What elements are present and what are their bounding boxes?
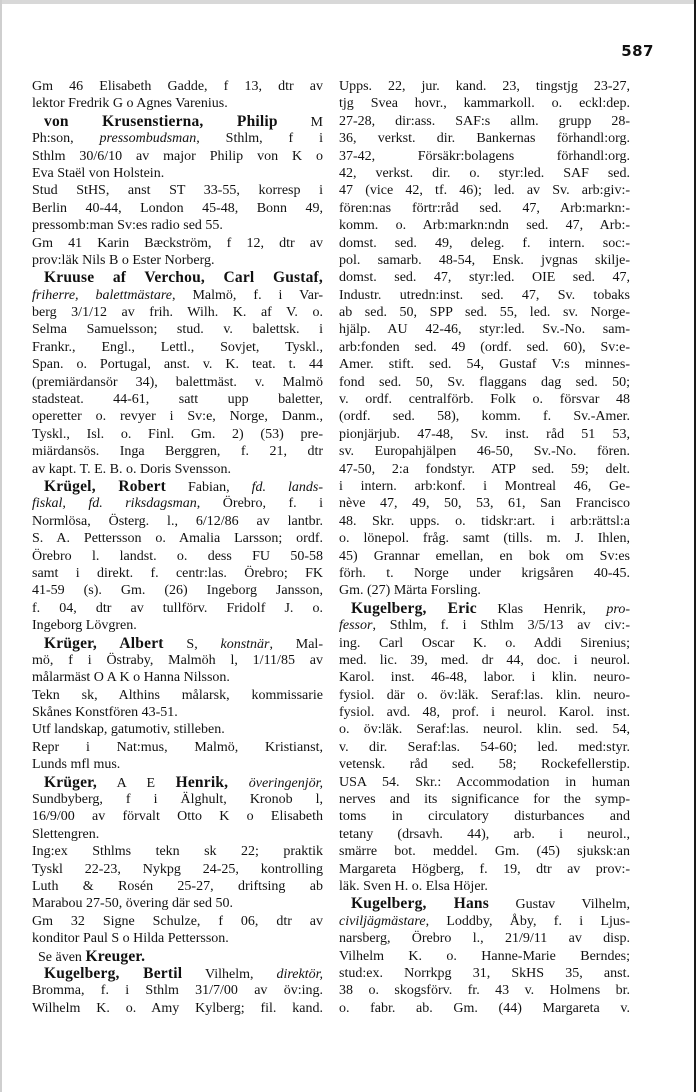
text-line — [32, 374, 323, 391]
text-line — [32, 148, 323, 165]
entry-title: fiskal, fd. riksdagsman — [32, 496, 197, 512]
text-line — [339, 843, 630, 860]
text-run: Bromma, f. i Sthlm 31/7/00 av öv:ing. — [32, 983, 323, 999]
text-line — [32, 478, 323, 495]
text-run: Tyskl 22-23, Nykpg 24-25, kontrolling — [32, 861, 323, 877]
text-run: 47-50, 2:a fondstyr. ATP sed. 59; delt. — [339, 461, 630, 477]
text-line — [32, 861, 323, 878]
entry-title: fd. lands- — [251, 479, 323, 495]
text-line — [339, 878, 630, 895]
entry-title: fessor — [339, 618, 373, 634]
text-run: 48. Skr. upps. o. tidskr:art. i arb:rättsl:a — [339, 513, 630, 529]
text-line — [339, 113, 630, 130]
text-line — [339, 321, 630, 338]
text-run: Gm 46 Elisabeth Gadde, f 13, dtr av — [32, 79, 323, 94]
text-line — [32, 704, 323, 721]
text-line — [32, 669, 323, 686]
text-run: Amer. stift. sed. 54, Gustaf V:s minnes- — [339, 357, 630, 373]
text-line — [339, 182, 630, 199]
text-line — [32, 200, 323, 217]
text-run: Ingeborg Lövgren. — [32, 618, 137, 634]
text-run: fond sed. 50, Sv. flaggans dag sed. 50; — [339, 374, 630, 390]
text-line — [339, 235, 630, 252]
right-column — [339, 78, 630, 1017]
text-run: 42, verkst. dir. o. styr:led. SAF sed. — [339, 165, 630, 181]
text-line — [32, 965, 323, 982]
text-line — [32, 321, 323, 338]
text-line — [32, 1000, 323, 1017]
text-line — [339, 965, 630, 982]
text-run: Utf landskap, gatumotiv, stilleben. — [32, 722, 225, 738]
entry-headword: Krüger, Albert — [44, 634, 164, 652]
text-line — [339, 774, 630, 791]
text-line — [32, 548, 323, 565]
entry-headword: Kugelberg, Eric — [351, 599, 477, 617]
text-run: Slettengren. — [32, 826, 100, 842]
text-line — [339, 600, 630, 617]
text-line — [339, 704, 630, 721]
text-line — [339, 652, 630, 669]
text-run: Frankr., Engl., Lettl., Sovjet, Tyskl., — [32, 339, 323, 355]
text-line — [339, 948, 630, 965]
text-line — [32, 356, 323, 373]
text-run: pionjärjub. 47-48, Sv. inst. råd 51 53, — [339, 426, 630, 442]
text-run: Eva Staël von Holstein. — [32, 165, 165, 181]
text-line — [32, 739, 323, 756]
entry-headword: Krüger, — [44, 773, 97, 791]
text-line — [339, 374, 630, 391]
text-line — [32, 443, 323, 460]
text-run: Vilhelm K. o. Hanne-Marie Berndes; — [339, 948, 630, 964]
text-line — [32, 95, 323, 112]
text-run: f. 04, dtr av tullförv. Fridolf J. o. — [32, 600, 323, 616]
text-run: 47 (vice 42, tf. 46); led. av Sv. arb:giv:- — [339, 183, 630, 199]
text-run: Stud StHS, anst ST 33-55, korresp i — [32, 183, 323, 199]
text-line — [32, 287, 323, 304]
text-run: , Mal- — [269, 636, 323, 652]
text-run: Ph:son, — [32, 131, 100, 147]
text-run: berg 3/1/12 av frih. Wilh. K. af V. o. — [32, 305, 323, 321]
text-run: 27-28, dir:ass. SAF:s allm. grupp 28- — [339, 113, 630, 129]
text-line — [32, 774, 323, 791]
text-run: Upps. 22, jur. kand. 23, tingstjg 23-27, — [339, 79, 630, 94]
text-run: fysiol. där o. öv:läk. Seraf:las. klin. neuro- — [339, 687, 630, 703]
text-run: domst. sed. 47, styr:led. OIE sed. 47, — [339, 270, 630, 286]
text-line — [32, 304, 323, 321]
text-run: pressomb:man Sv:es radio sed 55. — [32, 218, 223, 234]
text-run: , Malmö, f. i Var- — [172, 287, 323, 303]
text-run: 16/9/00 av förvalt Otto K o Elisabeth — [32, 809, 323, 825]
text-run: ing. Carl Oscar K. o. Addi Sirenius; — [339, 635, 630, 651]
text-line — [32, 408, 323, 425]
text-run: tjg Svea hovr., kammarkoll. o. eckl:dep. — [339, 96, 630, 112]
text-run: Skånes Konstfören 43-51. — [32, 705, 178, 721]
text-line — [32, 791, 323, 808]
text-line — [339, 217, 630, 234]
text-line — [339, 548, 630, 565]
text-run: domst. sed. 49, deleg. f. intern. soc:- — [339, 235, 630, 251]
text-run: samt i direkt. f. centr:las. Örebro; FK — [32, 565, 323, 581]
text-line — [32, 930, 323, 947]
text-run: stadsteat. 44-61, satt upp baletter, — [32, 392, 323, 408]
text-run: Wilhelm K. o. Amy Kylberg; fil. kand. — [32, 1000, 323, 1016]
entry-headword: Kreuger. — [85, 947, 146, 965]
text-run: o. öv:läk. Seraf:las. neurol. klin. sed. 54, — [339, 722, 630, 738]
text-line — [32, 78, 323, 95]
text-run: v. dir. Seraf:las. 54-60; led. med:styr. — [339, 739, 630, 755]
text-run: komm. o. Arb:markn:ndn sed. 47, Arb:- — [339, 218, 630, 234]
text-run: Sundbyberg, f i Älghult, Kronob l, — [32, 792, 323, 808]
text-run: Span. o. Portugal, anst. v. K. teat. t. 44 — [32, 357, 323, 373]
text-run: pol. samarb. 48-54, Ensk. jvgnas skilje- — [339, 252, 630, 268]
text-line — [339, 461, 630, 478]
text-run: , Örebro, f. i — [196, 496, 323, 512]
text-run: S. A. Pettersson o. Amalia Larsson; ordf. — [32, 531, 323, 547]
text-run: Klas Henrik, — [476, 601, 607, 617]
text-run: nève 47, 49, 50, 53, 61, San Francisco — [339, 496, 630, 512]
text-line — [32, 582, 323, 599]
text-line — [339, 756, 630, 773]
text-run: Marabou 27-50, övering där sed 50. — [32, 896, 234, 912]
text-line — [32, 652, 323, 669]
text-run: 36, verkst. dir. Bankernas förhandl:org. — [339, 131, 630, 147]
text-run: 41-59 (s). Gm. (26) Ingeborg Jansson, — [32, 583, 323, 599]
text-line — [32, 426, 323, 443]
text-line — [339, 200, 630, 217]
text-line — [32, 391, 323, 408]
text-run: fysiol. avd. 48, prof. i neurol. Karol. inst. — [339, 705, 630, 721]
text-line — [339, 808, 630, 825]
text-line — [339, 826, 630, 843]
text-run: av kapt. T. E. B. o. Doris Svensson. — [32, 461, 231, 477]
text-run: prov:läk Nils B o Ester Norberg. — [32, 252, 215, 268]
text-run: stud:ex. Norrkpg 31, SkHS 35, anst. — [339, 965, 630, 981]
text-line — [32, 982, 323, 999]
text-line — [339, 669, 630, 686]
text-run: operetter o. revyer i Sv:e, Norge, Danm., — [32, 409, 323, 425]
text-run: toms in circulatory disturbances and — [339, 809, 630, 825]
text-line — [339, 982, 630, 999]
text-run: sv. Europahjälpen 46-50, Sv.-No. fören. — [339, 444, 630, 460]
text-line — [32, 878, 323, 895]
entry-headword: Krügel, Robert — [44, 477, 167, 495]
text-line — [339, 165, 630, 182]
text-run: Örebro l. landst. o. dess FU 50-58 — [32, 548, 323, 564]
text-run: Repr i Nat:mus, Malmö, Kristianst, — [32, 739, 323, 755]
text-run: Gustav Vilhelm, — [488, 897, 630, 913]
text-run: (ordf. sed. 58), komm. f. Sv.-Amer. — [339, 409, 630, 425]
text-line — [339, 913, 630, 930]
entry-headword: Kugelberg, Bertil — [44, 964, 183, 982]
text-run: arb:fonden sed. 49 (ordf. sed. 60), Sv:e- — [339, 339, 630, 355]
text-line — [32, 252, 323, 269]
text-line — [32, 113, 323, 130]
text-run: nerves and its significance for the symp- — [339, 792, 630, 808]
text-line — [339, 148, 630, 165]
text-run: konditor Paul S o Hilda Pettersson. — [32, 931, 229, 947]
text-line — [32, 808, 323, 825]
text-line — [32, 530, 323, 547]
text-line — [339, 530, 630, 547]
text-line — [339, 565, 630, 582]
text-line — [32, 756, 323, 773]
text-run: o. fabr. ab. Gm. (44) Margareta v. — [339, 1000, 630, 1016]
text-line — [32, 565, 323, 582]
text-run: Se även — [38, 949, 86, 965]
text-run: S, — [163, 636, 221, 652]
text-run: Lunds mfl mus. — [32, 757, 121, 773]
text-line — [32, 269, 323, 286]
text-run: narsberg, Örebro l., 21/9/11 av disp. — [339, 931, 630, 947]
text-run: Tekn sk, Althins målarsk, kommissarie — [32, 687, 323, 703]
text-line — [339, 930, 630, 947]
text-run: Gm 41 Karin Bæckström, f 12, dtr av — [32, 235, 323, 251]
text-run: förh. t. Norge under krigsåren 40-45. — [339, 565, 630, 581]
text-run — [228, 776, 249, 791]
entry-title: friherre, balettmästare — [32, 287, 172, 303]
text-line — [32, 513, 323, 530]
text-run: , Loddby, Åby, f. i Ljus- — [425, 913, 630, 929]
text-line — [32, 600, 323, 617]
text-line — [32, 461, 323, 478]
text-run: Tyskl., Isl. o. Finl. Gm. 2) (53) pre- — [32, 426, 323, 442]
text-line — [339, 739, 630, 756]
text-line — [339, 95, 630, 112]
text-run: smärre bot. meddel. Gm. (45) sjuksk:an — [339, 844, 630, 860]
text-run: Ing:ex Sthlms tekn sk 22; praktik — [32, 844, 323, 860]
text-line — [339, 513, 630, 530]
scan-edge-left — [0, 0, 2, 1092]
text-line — [32, 913, 323, 930]
text-run: målarmäst O A K o Hanna Nilsson. — [32, 670, 230, 686]
text-line — [339, 391, 630, 408]
text-run: Luth & Rosén 25-27, driftsing ab — [32, 878, 323, 894]
text-run: Selma Samuelsson; stud. v. balettsk. i — [32, 322, 323, 338]
text-line — [339, 895, 630, 912]
text-run: med. lic. 39, med. dr 44, doc. i neurol. — [339, 652, 630, 668]
text-run: Fabian, — [166, 479, 252, 495]
text-line — [32, 617, 323, 634]
text-run: , Sthlm, f. i Sthlm 3/5/13 av civ:- — [372, 618, 630, 634]
text-line — [339, 617, 630, 634]
text-line — [339, 478, 630, 495]
entry-title: pressombudsman — [99, 131, 197, 147]
text-line — [339, 721, 630, 738]
text-run: Industr. utredn:inst. sed. 47, Sv. tobaks — [339, 287, 630, 303]
text-line — [32, 495, 323, 512]
text-line — [339, 339, 630, 356]
text-run: , Sthlm, f i — [196, 131, 323, 147]
text-run: Sthlm 30/6/10 av major Philip von K o — [32, 148, 323, 164]
text-run: ab sed. 50, SPP sed. 55, led. sv. Norge- — [339, 305, 630, 321]
text-line — [339, 408, 630, 425]
text-line — [339, 130, 630, 147]
entry-title: konstnär — [220, 636, 270, 652]
text-run: Vilhelm, — [182, 966, 277, 982]
entry-headword: von Krusenstierna, Philip — [44, 112, 278, 130]
scan-edge-top — [0, 0, 696, 4]
text-line — [32, 339, 323, 356]
text-line — [339, 635, 630, 652]
text-run: 45) Grannar emellan, en bok om Sv:es — [339, 548, 630, 564]
text-run: Gm 32 Signe Schulze, f 06, dtr av — [32, 913, 323, 929]
text-line — [32, 895, 323, 912]
text-line — [32, 721, 323, 738]
entry-title: civiljägmästare — [339, 913, 426, 929]
entry-title: pro- — [606, 601, 630, 617]
entry-title: direktör, — [276, 966, 323, 982]
text-run: lektor Fredrik G o Agnes Varenius. — [32, 96, 228, 112]
text-run: Normlösa, Österg. l., 6/12/86 av lantbr. — [32, 513, 323, 529]
text-run: vetensk. råd sed. 58; Rockefellerstip. — [339, 757, 630, 773]
text-line — [32, 130, 323, 147]
text-line — [339, 495, 630, 512]
entry-headword: Kugelberg, Hans — [351, 895, 489, 913]
entry-headword: Henrik, — [175, 773, 229, 791]
text-run: v. ordf. centralförb. Folk o. försvar 48 — [339, 392, 630, 408]
text-run: mö, f i Östraby, Malmöh l, 1/11/85 av — [32, 652, 323, 668]
text-run: fören:nas förtr:råd sed. 47, Arb:markn:- — [339, 200, 630, 216]
text-run: Margareta Högberg, f. 19, dtr av prov:- — [339, 861, 630, 877]
text-line — [339, 443, 630, 460]
text-line — [339, 269, 630, 286]
text-run: o. lönepol. fråg. samt (tills. m. J. Ihlen, — [339, 531, 630, 547]
text-run: 38 o. skogsförv. fr. 43 v. Holmens br. — [339, 983, 630, 999]
text-line — [32, 165, 323, 182]
text-run: Karol. inst. 46-48, labor. i klin. neuro- — [339, 670, 630, 686]
text-run: Berlin 40-44, London 45-48, Bonn 49, — [32, 200, 323, 216]
text-run: 37-42, Försäkr:bolagens förhandl:org. — [339, 148, 630, 164]
text-line — [339, 687, 630, 704]
page-number: 587 — [621, 42, 654, 60]
text-run: USA 54. Skr.: Accommodation in human — [339, 774, 630, 790]
text-line — [339, 252, 630, 269]
left-column — [32, 78, 323, 1017]
text-run: miärdansös. Inga Berggren, f. 21, dtr — [32, 444, 323, 460]
entry-headword: Kruuse af Verchou, Carl Gustaf, — [44, 269, 323, 287]
text-line — [339, 1000, 630, 1017]
text-line — [32, 687, 323, 704]
text-line — [32, 948, 323, 965]
text-run: A E — [96, 775, 176, 791]
text-line — [32, 217, 323, 234]
text-line — [32, 235, 323, 252]
text-run: tetany (drsavh. 44), arb. i neurol., — [339, 826, 630, 842]
text-line — [339, 356, 630, 373]
text-line — [32, 635, 323, 652]
text-line — [339, 582, 630, 599]
text-line — [339, 304, 630, 321]
entry-title: överingenjör, — [248, 775, 323, 791]
text-run: Gm. (27) Märta Forsling. — [339, 583, 481, 599]
text-line — [339, 287, 630, 304]
text-line — [339, 78, 630, 95]
text-run: (premiärdansör 34), balettmäst. v. Malmö — [32, 374, 323, 390]
text-line — [32, 182, 323, 199]
text-run: M — [277, 114, 323, 130]
text-line — [339, 791, 630, 808]
text-run: läk. Sven H. o. Elsa Höjer. — [339, 878, 488, 894]
text-line — [339, 861, 630, 878]
text-run: i intern. arb:konf. i Montreal 46, Ge- — [339, 478, 630, 494]
text-run: hjälp. AU 42-46, styr:led. Sv.-No. sam- — [339, 322, 630, 338]
text-line — [32, 843, 323, 860]
text-line — [32, 826, 323, 843]
text-line — [339, 426, 630, 443]
